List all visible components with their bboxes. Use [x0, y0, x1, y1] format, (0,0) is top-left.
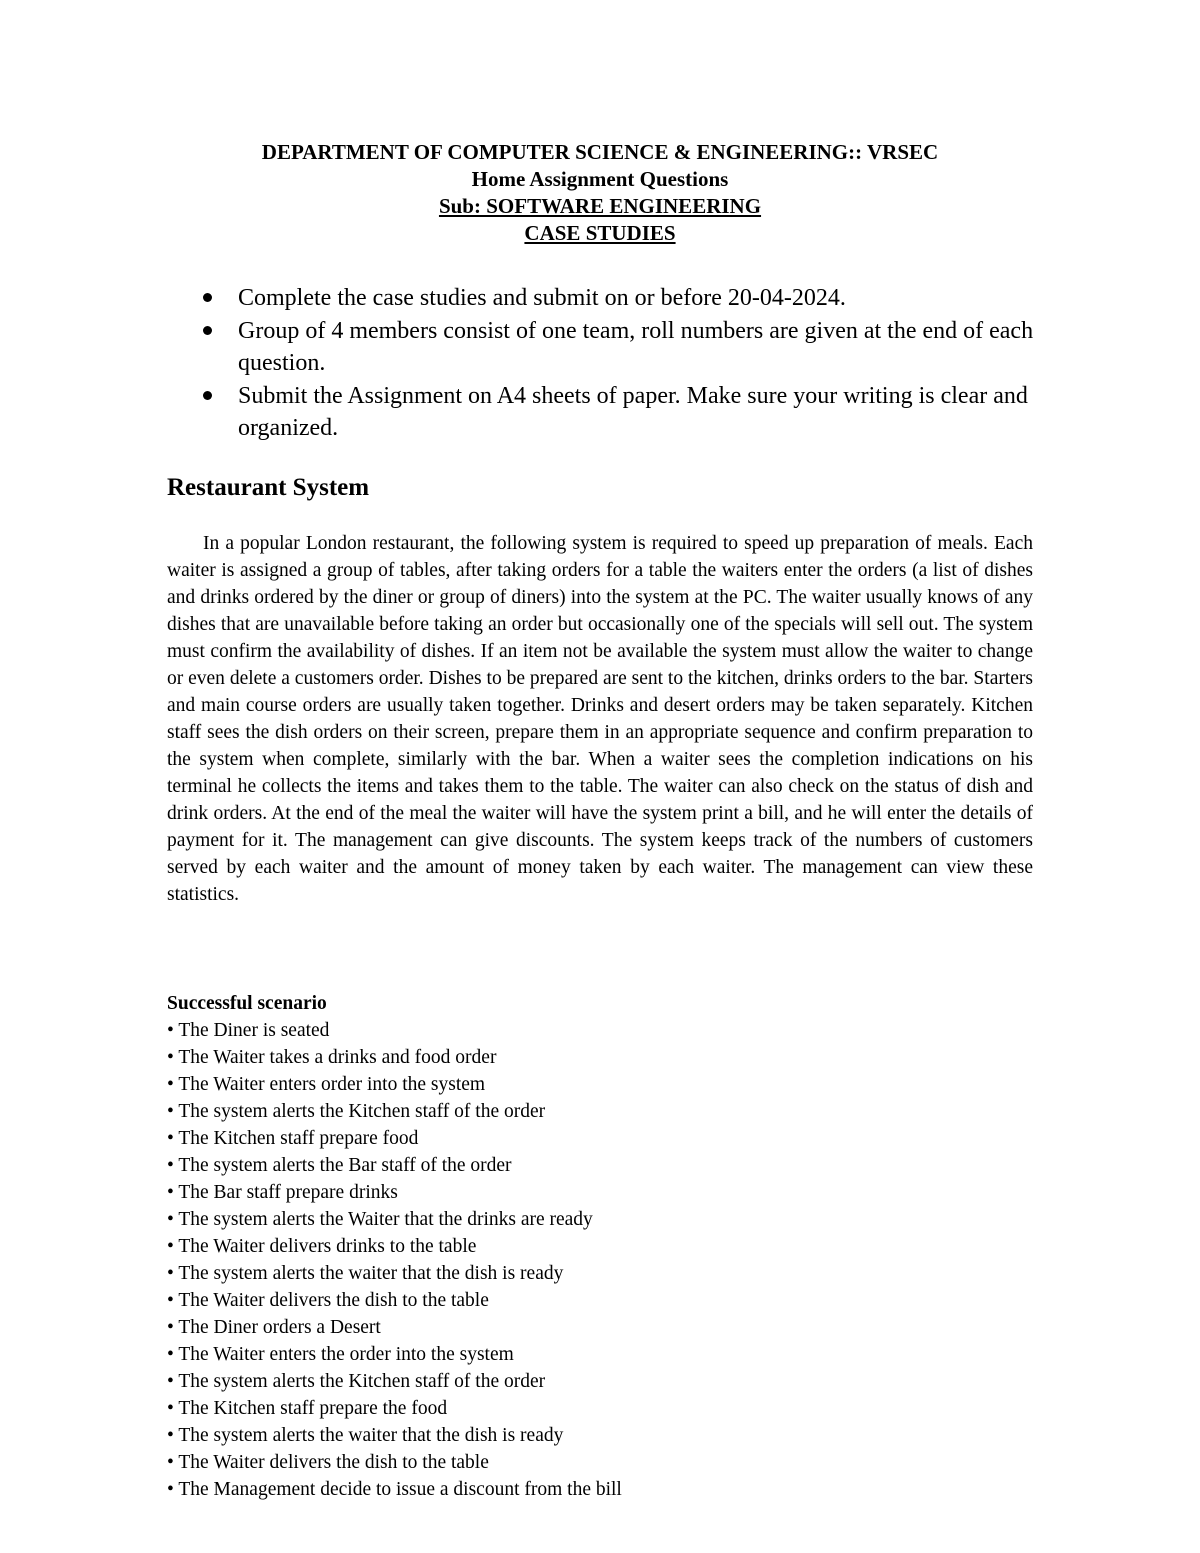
bullet-icon — [203, 326, 212, 335]
instruction-text: Submit the Assignment on A4 sheets of paper. Make sure your writing is clear and organized. — [238, 383, 1028, 441]
scenario-step: • The Waiter delivers drinks to the table — [167, 1236, 477, 1257]
scenario-step: • The system alerts the Waiter that the drinks are ready — [167, 1209, 593, 1230]
department-title: DEPARTMENT OF COMPUTER SCIENCE & ENGINEERING:: VRSEC — [261, 140, 939, 164]
case-study-paragraph: In a popular London restaurant, the following system is required to speed up preparation of meals. Each waiter is assigned a group of tables, after taking orders for a table the waiters enter the orders (a list of dishes and drinks ordered by the diner or group of diners) into the system at the PC. The waiter usually knows of any dishes that are unavailable before taking an order but occasionally one of the specials will sell out. The system must confirm the availability of dishes. If an item not be available the system must allow the waiter to change or even delete a customers order. Dishes to be prepared are sent to the kitchen, drinks orders to the bar. Starters and main course orders are usually taken together. Drinks and desert orders may be taken separately. Kitchen staff sees the dish orders on their screen, prepare them in an appropriate sequence and confirm preparation to the system when complete, similarly with the bar. When a waiter sees the completion indications on his terminal he collects the items and takes them to the table. The waiter can also check on the status of dish and drink orders. At the end of the meal the waiter will have the system print a bill, and he will enter the details of payment for it. The management can give discounts. The system keeps track of the numbers of customers served by each waiter and the amount of money taken by each waiter. The management can view these statistics. — [167, 533, 1033, 905]
scenario-step: • The Waiter enters the order into the system — [167, 1344, 514, 1365]
instruction-item — [200, 380, 1060, 444]
section-title: Restaurant System — [167, 474, 370, 501]
scenario-step: • The system alerts the waiter that the dish is ready — [167, 1263, 564, 1284]
scenario-step: • The Diner is seated — [167, 1020, 330, 1041]
subject-title: Sub: SOFTWARE ENGINEERING — [438, 194, 762, 218]
bullet-icon — [203, 293, 212, 302]
instruction-item — [200, 315, 1060, 379]
case-studies-title: CASE STUDIES — [524, 221, 676, 245]
scenario-step: • The Waiter delivers the dish to the table — [167, 1290, 489, 1311]
instruction-item — [200, 282, 1060, 314]
document-header — [0, 139, 1200, 247]
scenario-step: • The Waiter delivers the dish to the table — [167, 1452, 489, 1473]
instruction-text: Group of 4 members consist of one team, roll numbers are given at the end of each question. — [238, 318, 1034, 376]
scenario-step: • The Waiter takes a drinks and food order — [167, 1047, 497, 1068]
scenario-steps-list — [167, 1017, 1033, 1503]
scenario-title: Successful scenario — [167, 993, 327, 1014]
scenario-step: • The system alerts the Bar staff of the order — [167, 1155, 512, 1176]
scenario-step: • The Kitchen staff prepare food — [167, 1128, 419, 1149]
instructions-list — [200, 282, 1060, 445]
scenario-step: • The system alerts the waiter that the dish is ready — [167, 1425, 564, 1446]
scenario-step: • The Management decide to issue a discount from the bill — [167, 1479, 622, 1500]
scenario-step: • The system alerts the Kitchen staff of the order — [167, 1101, 546, 1122]
instruction-text: Complete the case studies and submit on or before 20-04-2024. — [238, 285, 846, 311]
scenario-step: • The system alerts the Kitchen staff of the order — [167, 1371, 546, 1392]
scenario-step: • The Waiter enters order into the system — [167, 1074, 486, 1095]
scenario-step: • The Kitchen staff prepare the food — [167, 1398, 448, 1419]
scenario-step: • The Diner orders a Desert — [167, 1317, 381, 1338]
bullet-icon — [203, 391, 212, 400]
assignment-title: Home Assignment Questions — [471, 167, 729, 191]
scenario-step: • The Bar staff prepare drinks — [167, 1182, 398, 1203]
